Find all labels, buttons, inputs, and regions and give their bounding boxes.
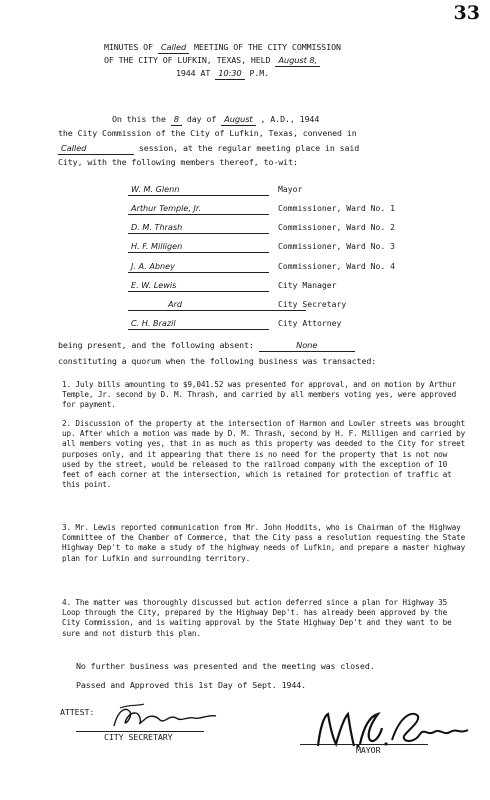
member-row xyxy=(128,241,468,253)
header-city-held: OF THE CITY OF LUFKIN, TEXAS, HELD xyxy=(104,55,271,65)
mayor-signature xyxy=(300,706,476,756)
secretary-signature xyxy=(100,700,230,734)
member-row xyxy=(128,261,468,273)
member-title: Commissioner, Ward No. 4 xyxy=(278,261,395,271)
member-name: C. H. Brazil xyxy=(128,318,269,330)
member-title: City Manager xyxy=(278,280,337,290)
member-row xyxy=(128,280,468,292)
attest-label: ATTEST: xyxy=(60,707,95,717)
member-title: Commissioner, Ward No. 2 xyxy=(278,222,395,232)
header-time: 10:30 xyxy=(215,68,244,80)
member-name: E. W. Lewis xyxy=(128,280,269,292)
secretary-label: CITY SECRETARY xyxy=(104,732,173,742)
header-line-3 xyxy=(176,68,269,80)
intro-line-3 xyxy=(58,143,359,155)
header-line-1 xyxy=(104,42,341,54)
business-item: 4. The matter was thoroughly discussed but action deferred since a plan for Highway 35 Loop through the City, prepared by the Highway Dep't. has already been approved by the City Commission, and is waiting approval by the State Highway Dep't and they want to be sure and not disturb this plan. xyxy=(62,598,452,638)
member-title: City Attorney xyxy=(278,318,342,328)
attendance-line xyxy=(58,340,355,352)
intro-day-of: day of xyxy=(186,114,217,124)
header-pm: P.M. xyxy=(249,68,270,78)
intro-month: August xyxy=(221,114,255,126)
intro-session-text: session, at the regular meeting place in said xyxy=(138,143,360,153)
member-title: Commissioner, Ward No. 1 xyxy=(278,203,395,213)
header-year-at: 1944 AT xyxy=(176,68,211,78)
intro-ad-year: , A.D., 1944 xyxy=(260,114,320,124)
member-title: Mayor xyxy=(278,184,303,194)
member-name: Ard xyxy=(128,299,306,311)
closing-adjourn: No further business was presented and the meeting was closed. xyxy=(76,661,375,671)
mayor-label: MAYOR xyxy=(356,745,381,755)
attendance-present: being present, and the following absent: xyxy=(58,340,254,350)
header-meeting-of: MEETING OF THE CITY COMMISSION xyxy=(194,42,341,52)
header-minutes-of: MINUTES OF xyxy=(104,42,153,52)
intro-line-4: City, with the following members thereof, to-wit: xyxy=(58,157,298,167)
header-meeting-type: Called xyxy=(158,42,189,54)
intro-on-this: On this the xyxy=(112,114,166,124)
member-name: H. F. Milligen xyxy=(128,241,269,253)
member-name: D. M. Thrash xyxy=(128,222,269,234)
business-item: 3. Mr. Lewis reported communication from Mr. John Hoddits, who is Chairman of the Highway Committee of the Chamber of Commerce, that the City pass a resolution requesting the State Highway Dep't to make a study of the highway needs of Lufkin, and prepare a master highway plan for Lufkin and surrounding territory. xyxy=(62,523,466,563)
member-row xyxy=(128,222,468,234)
business-item: 2. Discussion of the property at the intersection of Harmon and Lowler streets was brought up. After which a motion was made by D. M. Thrash, second by H. F. Milligen and carried by all members voting yes, that in as much as this property was deeded to the City for street purposes only, and it appearing that there is no need for the property that is not now used by the street, would be released to the railroad company with the exception of 10 feet of each corner at the intersection, which is retained for protection of traffic at this point. xyxy=(62,419,466,490)
member-name: J. A. Abney xyxy=(128,261,269,273)
intro-line-1 xyxy=(112,114,319,126)
member-name: W. M. Glenn xyxy=(128,184,269,196)
page-number: 33 xyxy=(453,2,480,24)
member-row xyxy=(128,299,468,311)
member-title: City Secretary xyxy=(278,299,347,309)
member-row xyxy=(128,184,468,196)
member-title: Commissioner, Ward No. 3 xyxy=(278,241,395,251)
business-item: 1. July bills amounting to $9,041.52 was presented for approval, and on motion by Arthur Temple, Jr. second by D. M. Thrash, and carried by all members voting yes, were approved for payment. xyxy=(62,380,457,410)
member-row xyxy=(128,203,468,215)
member-row xyxy=(128,318,468,330)
intro-day: 8 xyxy=(171,114,182,126)
intro-session-type: Called xyxy=(58,143,134,155)
attendance-quorum: constituting a quorum when the following business was transacted: xyxy=(58,356,377,366)
header-line-2 xyxy=(104,55,320,67)
header-date: August 8, xyxy=(275,55,320,67)
intro-line-2: the City Commission of the City of Lufkin, Texas, convened in xyxy=(58,128,357,138)
member-name: Arthur Temple, Jr. xyxy=(128,203,269,215)
closing-approved: Passed and Approved this 1st Day of Sept. 1944. xyxy=(76,680,307,690)
attendance-absent: None xyxy=(259,340,355,352)
